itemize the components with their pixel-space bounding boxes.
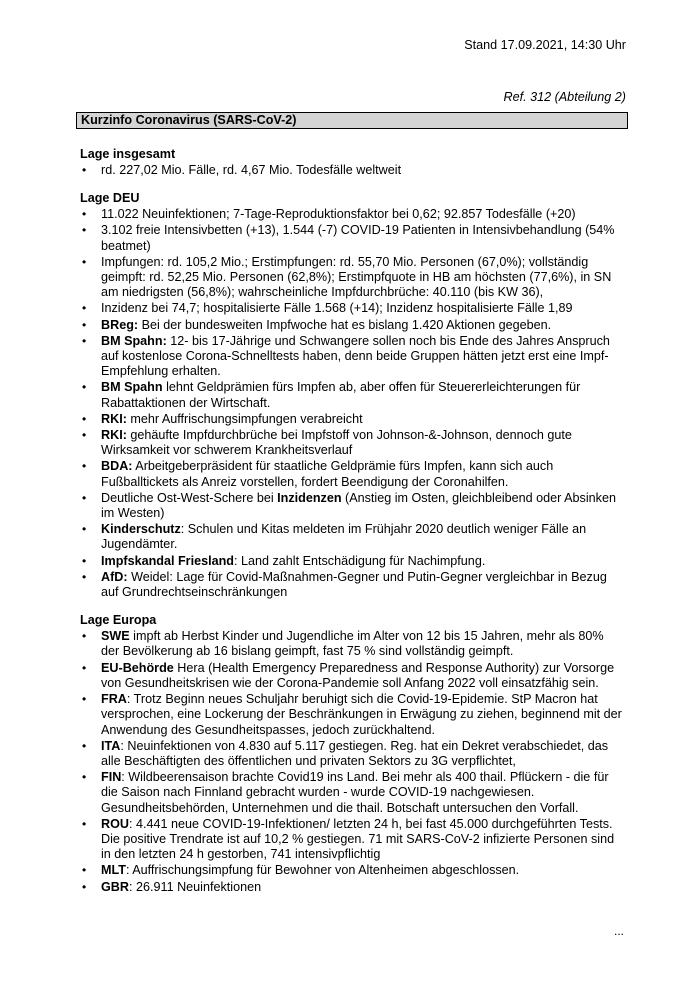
bullet-icon: • (82, 428, 87, 443)
section-heading: Lage insgesamt (80, 147, 176, 161)
list-item (80, 863, 624, 878)
section-heading: Lage Europa (80, 613, 157, 628)
item-keyword: Kinderschutz (101, 522, 181, 537)
item-text: 11.022 Neuinfektionen; 7-Tage-Reproduktionsfaktor bei 0,62; 92.857 Todesfälle (+20) (101, 207, 576, 222)
bullet-icon: • (82, 223, 87, 238)
list-item (80, 554, 624, 569)
item-keyword: AfD: (101, 569, 128, 584)
list-item (80, 739, 624, 769)
bullet-icon: • (82, 879, 87, 894)
list-item (80, 570, 624, 600)
list-item (80, 661, 624, 691)
item-text: : 4.441 neue COVID-19-Infektionen/ letzten 24 h, bei fast 45.000 durchgeführten Tests. Die positive Trendrate ist auf 10,2 % gestiegen. 71 mit SARS-CoV-2 infizierte Personen sind in den letzten 24 h gestorben, 741 intensivpflichtig (101, 816, 615, 862)
item-text: Impfungen: rd. 105,2 Mio.; Erstimpfungen: rd. 55,70 Mio. Personen (67,0%); vollständig geimpft: rd. 52,25 Mio. Personen (62,8%); Erstimpfquote in HB am höchsten (77,6%), in SN am niedrigsten (56,8%); wahrscheinliche Impfdurchbrüche: 40.110 (bis KW 36), (101, 254, 612, 300)
list-item (80, 163, 624, 178)
item-keyword: MLT (101, 863, 126, 878)
bullet-icon: • (82, 569, 87, 584)
list-item (80, 223, 624, 253)
item-keyword: Impfskandal Friesland (101, 553, 234, 568)
bullet-icon: • (82, 163, 87, 177)
item-text: Arbeitgeberpräsident für staatliche Geldprämie fürs Impfen, kann sich auch Fußballtickets als Anreiz vorstellen, fordert Beendigung der Coronahilfen. (101, 459, 554, 489)
bullet-icon: • (82, 629, 87, 644)
item-keyword: BReg: (101, 317, 139, 332)
date-stamp: Stand 17.09.2021, 14:30 Uhr (464, 38, 626, 52)
item-text: lehnt Geldprämien fürs Impfen ab, aber offen für Steuererleichterungen für Rabattaktionen der Wirtschaft. (101, 380, 581, 410)
bullet-icon: • (82, 553, 87, 568)
item-keyword: BM Spahn (101, 380, 163, 395)
section (80, 146, 624, 178)
section (80, 612, 624, 894)
item-text: Bei der bundesweiten Impfwoche hat es bislang 1.420 Aktionen gegeben. (138, 317, 552, 332)
list-item (80, 428, 624, 458)
section-heading: Lage DEU (80, 191, 140, 206)
list-item (80, 522, 624, 552)
bullet-icon: • (82, 254, 87, 269)
document-body (80, 146, 624, 907)
item-keyword: BM Spahn: (101, 333, 167, 348)
list-item (80, 380, 624, 410)
item-text: : Land zahlt Entschädigung für Nachimpfung. (233, 553, 486, 568)
item-text: Inzidenz bei 74,7; hospitalisierte Fälle 1.568 (+14); Inzidenz hospitalisierte Fälle 1,89 (101, 301, 573, 316)
bullet-icon: • (82, 770, 87, 785)
list-item (80, 770, 624, 816)
item-text: : Trotz Beginn neues Schuljahr beruhigt sich die Covid-19-Epidemie. StP Macron hat versprochen, eine Lockerung der Beschränkungen in Erwägung zu ziehen, beginnend mit der Anwendung des Gesundheitspasses, jedoch zurückhaltend. (101, 692, 622, 737)
item-keyword: ROU (101, 816, 129, 831)
bullet-icon: • (82, 459, 87, 474)
bullet-icon: • (82, 207, 87, 222)
bullet-icon: • (82, 333, 87, 348)
item-text: (Anstieg im Osten, gleichbleibend oder Absinken im Westen) (101, 490, 616, 521)
item-keyword: SWE (101, 629, 130, 644)
item-text: Deutliche Ost-West-Schere bei (101, 490, 278, 505)
bullet-list (80, 629, 624, 894)
reference-label: Ref. 312 (Abteilung 2) (503, 90, 626, 104)
list-item (80, 301, 624, 316)
item-keyword: ITA (101, 738, 121, 753)
list-item (80, 880, 624, 895)
document-title: Kurzinfo Coronavirus (SARS-CoV-2) (76, 112, 628, 129)
list-item (80, 412, 624, 427)
item-text: impft ab Herbst Kinder und Jugendliche im Alter von 12 bis 15 Jahren, mehr als 80% der Bevölkerung ab 16 bislang geimpft, fast 75 % sind vollständig geimpft. (101, 629, 604, 659)
list-item (80, 491, 624, 521)
bullet-icon: • (82, 380, 87, 395)
item-keyword: RKI: (101, 428, 127, 443)
list-item (80, 318, 624, 333)
item-text: : Neuinfektionen von 4.830 auf 5.117 gestiegen. Reg. hat ein Dekret verabschiedet, das alle Beschäftigten des öffentlichen und privaten Sektors zu 3G verpflichtet, (101, 738, 609, 768)
bullet-list (80, 163, 624, 178)
item-text: Weidel: Lage für Covid-Maßnahmen-Gegner und Putin-Gegner vergleichbar in Bezug auf Grundrechtseinschränkungen (101, 569, 607, 600)
item-keyword: EU-Behörde (101, 660, 174, 675)
item-keyword: Inzidenzen (277, 490, 342, 505)
item-text: Hera (Health Emergency Preparedness and Response Authority) zur Vorsorge von Gesundheitskrisen wie der Corona-Pandemie soll Anfang 2022 voll einsatzfähig sein. (101, 660, 615, 690)
bullet-icon: • (82, 301, 87, 316)
item-keyword: FIN (101, 770, 122, 785)
item-text: : Auffrischungsimpfung für Bewohner von Altenheimen abgeschlossen. (125, 863, 520, 878)
bullet-icon: • (82, 411, 87, 426)
item-keyword: FRA (101, 692, 127, 707)
item-text: : Wildbeerensaison brachte Covid19 ins Land. Bei mehr als 400 thail. Pflückern - die für die Saison nach Finnland gebracht wurden - wurde COVID-19 nachgewiesen. Gesundheitsbehörden, Unternehmen und die thail. Botschaft untersuchen den Vorfall. (101, 770, 609, 815)
bullet-list (80, 207, 624, 600)
section (80, 190, 624, 600)
list-item (80, 459, 624, 489)
list-item (80, 334, 624, 380)
list-item (80, 692, 624, 738)
list-item (80, 817, 624, 863)
item-text: mehr Auffrischungsimpfungen verabreicht (126, 411, 363, 426)
item-text: 3.102 freie Intensivbetten (+13), 1.544 (-7) COVID-19 Patienten in Intensivbehandlung (54% beatmet) (101, 223, 615, 253)
item-keyword: GBR (101, 879, 129, 894)
bullet-icon: • (82, 317, 87, 332)
item-text: rd. 227,02 Mio. Fälle, rd. 4,67 Mio. Todesfälle weltweit (101, 163, 402, 177)
continuation-mark: ... (613, 924, 624, 938)
list-item (80, 629, 624, 659)
item-text: gehäufte Impfdurchbrüche bei Impfstoff von Johnson-&-Johnson, dennoch gute Wirksamkeit vor schwerem Krankheitsverlauf (101, 428, 572, 458)
bullet-icon: • (82, 660, 87, 675)
item-text: 12- bis 17-Jährige und Schwangere sollen noch bis Ende des Jahres Anspruch auf kostenlose Corona-Schnelltests haben, denn beide Gruppen hätten jetzt erst eine Impf-Empfehlung erhalten. (101, 333, 610, 379)
list-item (80, 207, 624, 222)
item-keyword: RKI: (101, 411, 127, 426)
item-text: : Schulen und Kitas meldeten im Frühjahr 2020 deutlich weniger Fälle an Jugendämter. (101, 522, 587, 552)
bullet-icon: • (82, 816, 87, 831)
bullet-icon: • (82, 863, 87, 878)
bullet-icon: • (82, 522, 87, 537)
bullet-icon: • (82, 738, 87, 753)
item-keyword: BDA: (101, 459, 133, 474)
bullet-icon: • (82, 490, 87, 505)
list-item (80, 255, 624, 301)
item-text: : 26.911 Neuinfektionen (129, 879, 262, 894)
bullet-icon: • (82, 692, 87, 707)
